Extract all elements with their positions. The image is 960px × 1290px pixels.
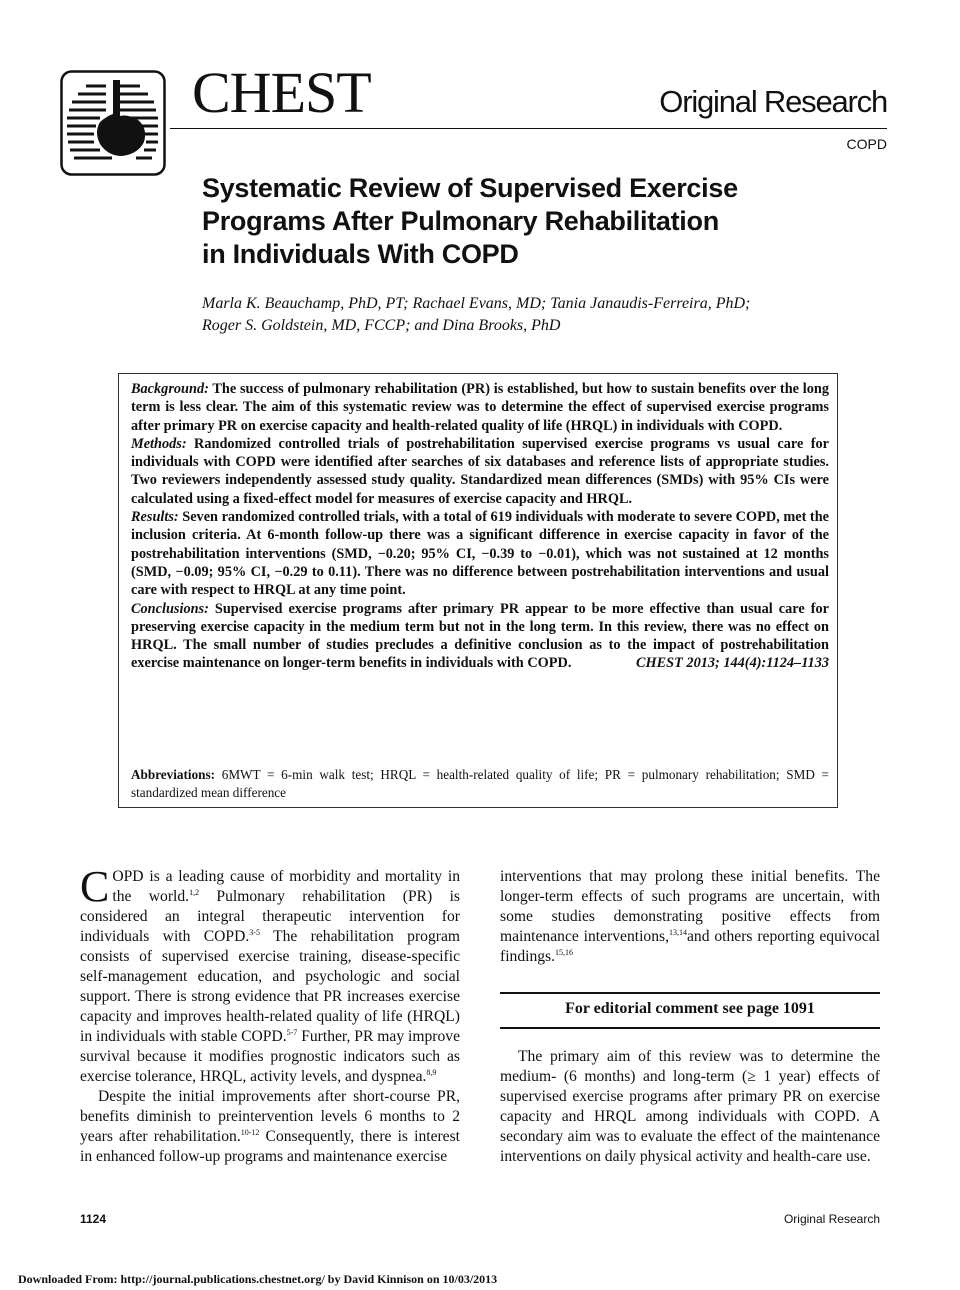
reference: 10-12 (240, 1127, 260, 1137)
text: and others reporting equivocal findings. (500, 928, 880, 965)
download-note: Downloaded From: http://journal.publications.chestnet.org/ by David Kinnison on 10/03/2013 (18, 1272, 498, 1286)
abstract (131, 380, 829, 673)
text: The rehabilitation program consists of supervised exercise training, disease-specific self-management education, and psychologic and social support. There is strong evidence that PR increases exercise capacity and improves health-related quality of life (HRQL) in individuals with stable COPD. (80, 928, 461, 1045)
abbreviations (131, 766, 829, 802)
chest-journal-logo (60, 70, 166, 176)
body-column-left (80, 862, 461, 1167)
reference: 3-5 (249, 927, 260, 937)
reference: 1,2 (189, 887, 200, 897)
article-title (202, 172, 852, 271)
body-column-right (500, 1047, 880, 1167)
abstract-label: Methods: (131, 435, 187, 452)
editorial-notice-text: For editorial comment see page 1091 (565, 1000, 815, 1017)
drop-cap: C (80, 862, 110, 911)
reference: 13,14 (668, 927, 687, 937)
text: Pulmonary rehabilitation (PR) is considered an integral therapeutic intervention for individuals with COPD. (80, 888, 460, 945)
header-rule (170, 128, 887, 129)
title-line: in Individuals With COPD (202, 239, 519, 269)
editorial-notice (500, 992, 880, 1029)
abstract-conclusions (131, 600, 829, 673)
abstract-results (131, 508, 829, 599)
abstract-body: The success of pulmonary rehabilitation (PR) is established, but how to sustain benefits over the long term is less clear. The aim of this systematic review was to determine the effect of supervised exercise programs after primary PR on exercise capacity and health-related quality of life (HRQL) in individuals with COPD. (131, 381, 829, 434)
text: Consequently, there is interest in enhanced follow-up programs and maintenance exercise (80, 1128, 461, 1165)
section-topic: COPD (846, 136, 887, 152)
reference: 15,16 (555, 947, 574, 957)
abstract-methods (131, 435, 829, 508)
text: OPD is a leading cause of morbidity and mortality in the world. (112, 868, 460, 905)
body-column-right-top (500, 867, 880, 967)
title-line: Programs After Pulmonary Rehabilitation (202, 206, 719, 236)
abstract-label: Conclusions: (131, 600, 209, 617)
author-list (202, 293, 842, 337)
abstract-background (131, 380, 829, 435)
title-line: Systematic Review of Supervised Exercise (202, 173, 738, 203)
author-line: Roger S. Goldstein, MD, FCCP; and Dina Brooks, PhD (202, 317, 561, 334)
footer-section: Original Research (783, 1212, 880, 1226)
abbreviations-label: Abbreviations: (131, 767, 216, 782)
body-paragraph-2 (80, 1087, 460, 1167)
body-paragraph-3: The primary aim of this review was to determine the medium- (6 months) and long-term (≥ 1 year) effects of supervised exercise programs after primary PR on exercise capacity and HRQL among individuals with COPD. A secondary aim was to evaluate the effect of the maintenance interventions on daily physical activity and health-care use. (500, 1048, 880, 1165)
abstract-label: Results: (131, 509, 179, 526)
body-paragraph-2-continued (500, 867, 880, 967)
abstract-body: Supervised exercise programs after primary PR appear to be more effective than usual care for preserving exercise capacity in the medium term but not in the long term. In this review, there was no effect on HRQL. The small number of studies precludes a definitive conclusion as to the impact of postrehabilitation exercise maintenance on longer-term benefits in individuals with COPD. (131, 600, 829, 672)
reference: 5-7 (286, 1027, 298, 1037)
abstract-label: Background: (131, 381, 209, 397)
author-line: Marla K. Beauchamp, PhD, PT; Rachael Evans, MD; Tania Janaudis-Ferreira, PhD; (202, 295, 751, 312)
text: Further, PR may improve survival because it modifies prognostic indicators such as exercise tolerance, HRQL, activity levels, and dyspnea. (80, 1028, 460, 1085)
citation: CHEST 2013; 144(4):1124–1133 (635, 655, 829, 672)
section-type: Original Research (659, 84, 887, 119)
reference: 8,9 (426, 1067, 437, 1077)
abstract-body: Randomized controlled trials of postrehabilitation supervised exercise programs vs usual care for individuals with COPD were identified after searches of six databases and reference lists of appropriate studies. Two reviewers independently assessed study quality. Standardized mean differences (SMDs) with 95% CIs were calculated using a fixed-effect model for measures of exercise capacity and HRQL. (131, 435, 829, 507)
abbreviations-body: 6MWT = 6-min walk test; HRQL = health-related quality of life; PR = pulmonary rehabilitation; SMD = standardized mean difference (131, 767, 829, 800)
abstract-body: Seven randomized controlled trials, with a total of 619 individuals with moderate to severe COPD, met the inclusion criteria. At 6-month follow-up there was a significant difference in exercise capacity in favor of the postrehabilitation interventions (SMD, −0.20; 95% CI, −0.39 to −0.01), which was not sustained at 12 months (SMD, −0.09; 95% CI, −0.29 to 0.11). There was no difference between postrehabilitation interventions and usual care with respect to HRQL at any time point. (131, 509, 829, 599)
page-number: 1124 (80, 1212, 107, 1226)
journal-name: CHEST (192, 60, 371, 125)
text: interventions that may prolong these initial benefits. The longer-term effects of such programs are uncertain, with some studies demonstrating positive effects from maintenance interventions, (500, 868, 880, 945)
text: Despite the initial improvements after short-course PR, benefits diminish to preintervention levels 6 months to 2 years after rehabilitation. (80, 1088, 460, 1145)
body-paragraph-1 (80, 862, 461, 1087)
